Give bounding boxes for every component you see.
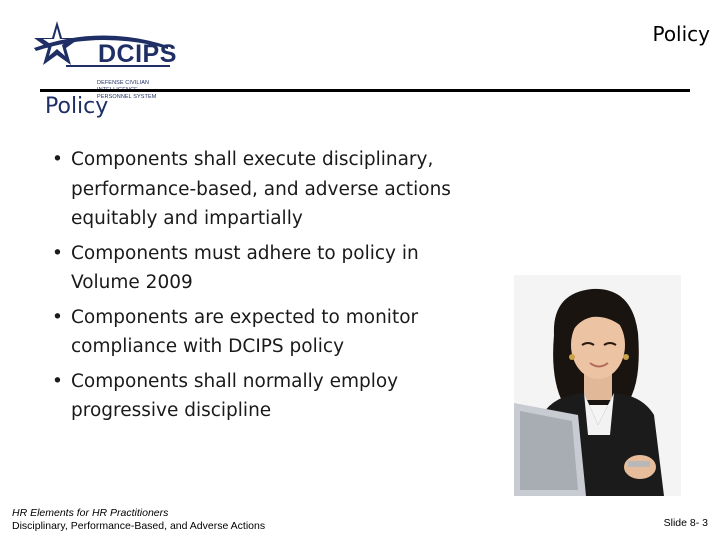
footer-course: HR Elements for HR Practitioners	[12, 507, 169, 519]
footer-module: Disciplinary, Performance-Based, and Adverse Actions	[12, 519, 266, 532]
bullet-item	[52, 239, 472, 298]
bullet-icon: •	[52, 370, 63, 392]
logo-wordmark: DCIPS	[98, 40, 177, 68]
section-label: Policy	[652, 22, 710, 46]
logo-subtitle-line2: PERSONNEL SYSTEM	[97, 94, 157, 100]
slide-title: Policy	[45, 94, 109, 119]
bullet-item	[52, 367, 472, 426]
bullet-item	[52, 145, 472, 234]
bullet-item	[52, 303, 472, 362]
bullet-text: Components shall execute disciplinary, performance-based, and adverse actions equitably and impartially	[71, 149, 451, 229]
bullet-icon: •	[52, 242, 63, 264]
woman-at-laptop-photo	[514, 275, 681, 496]
bullet-list	[52, 145, 472, 431]
slide-number: Slide 8- 3	[663, 517, 708, 529]
bullet-text: Components are expected to monitor compliance with DCIPS policy	[71, 306, 419, 357]
bullet-icon: •	[52, 306, 63, 328]
logo-subtitle-line1: DEFENSE CIVILIAN	[97, 80, 150, 86]
bullet-icon: •	[52, 149, 63, 170]
bullet-text: Components must adhere to policy in Volume 2009	[71, 242, 419, 293]
header-divider	[40, 89, 690, 92]
photo-woman-at-laptop-icon	[514, 275, 681, 496]
bullet-text: Components shall normally employ progressive discipline	[71, 370, 399, 421]
footer-course-info	[12, 507, 265, 532]
dcips-logo	[30, 18, 180, 100]
